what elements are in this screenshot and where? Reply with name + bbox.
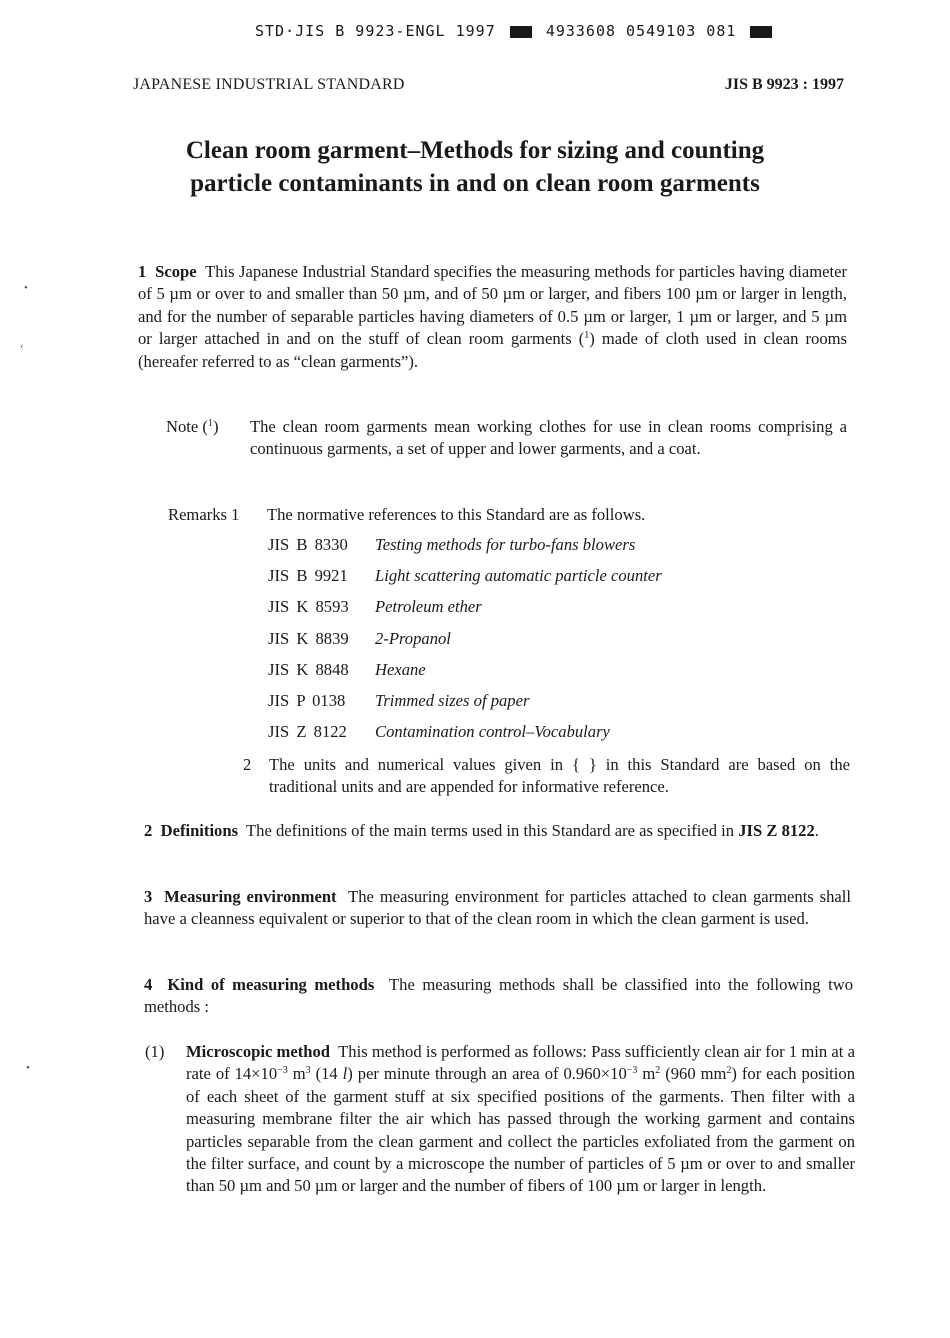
title-line-2: particle contaminants in and on clean room garments bbox=[190, 170, 760, 197]
remarks-intro: The normative references to this Standard are as follows. bbox=[267, 505, 646, 524]
scope-text: This Japanese Industrial Standard specifies the measuring methods for particles having diameter of 5 µm or over to and smaller than 50 µm, and of 50 µm or larger, and fibers 100 µm or larger in length, and for the number of separable particles having diameters of 0.5 µm or larger, 1 µm or larger, and 5 µm or larger attached in and on the stuff of clean room garments ( bbox=[138, 262, 848, 349]
footnote-ref: 1 bbox=[584, 330, 590, 342]
note-label-close: ) bbox=[212, 417, 219, 436]
method-number: (1) bbox=[145, 1042, 165, 1061]
note-label-text: Note ( bbox=[166, 417, 208, 436]
reference-title: Trimmed sizes of paper bbox=[375, 691, 530, 710]
standard-header-right: JIS B 9923 : 1997 bbox=[724, 76, 844, 93]
scan-block-mark bbox=[510, 26, 532, 38]
method-text: (14 bbox=[310, 1064, 343, 1084]
exponent: −3 bbox=[277, 1065, 288, 1077]
section-methods bbox=[144, 974, 853, 1019]
document-title bbox=[0, 134, 950, 200]
method-microscopic bbox=[186, 1041, 855, 1198]
scan-header bbox=[255, 22, 776, 40]
remarks-item-text: The units and numerical values given in { } in this Standard are based on the traditional units and are appended for informative reference. bbox=[269, 755, 850, 797]
method-text: This method is performed as follows: Pass sufficiently clean air for 1 min at a rate of 14×10 bbox=[186, 1042, 855, 1084]
scan-block-mark bbox=[750, 26, 772, 38]
exponent: 2 bbox=[726, 1065, 732, 1077]
title-line-1: Clean room garment–Methods for sizing and counting bbox=[185, 137, 765, 164]
method-text: ) for each position of each sheet of the garment stuff at six specified positions of the garments. Then filter with a measuring membrane filter the air which has passed through the working garment and contains particles separable from the clean garment and collect the particles exfoliated from the garment on the filter surface, and count by a microscope the number of particles of 5 µm or over to and smaller than 50 µm and 50 µm or larger and the number of fibers of 100 µm or larger in length. bbox=[186, 1064, 855, 1196]
scan-header-code: STD·JIS B 9923-ENGL 1997 bbox=[255, 22, 496, 40]
reference-title: Hexane bbox=[375, 660, 426, 679]
reference-code: JIS K 8593 bbox=[268, 597, 349, 616]
footnote-ref: 1 bbox=[207, 418, 213, 429]
definitions-text: The definitions of the main terms used in this Standard are as specified in bbox=[246, 821, 735, 840]
reference-title: Testing methods for turbo-fans blowers bbox=[375, 535, 636, 554]
section-environment bbox=[144, 886, 851, 931]
scan-speck: ‹ bbox=[20, 340, 24, 352]
remarks-label: Remarks 1 bbox=[168, 505, 240, 524]
method-text: m bbox=[637, 1064, 656, 1084]
exponent: −3 bbox=[626, 1065, 638, 1077]
section-heading: Definitions bbox=[160, 821, 239, 840]
section-heading: Scope bbox=[155, 262, 197, 281]
standard-header-left: JAPANESE INDUSTRIAL STANDARD bbox=[133, 76, 405, 93]
section-number: 3 bbox=[144, 887, 153, 906]
definitions-end: . bbox=[814, 821, 819, 840]
exponent: 2 bbox=[655, 1065, 661, 1077]
section-scope bbox=[138, 261, 847, 373]
method-text: ) per minute through an area of 0.960×10 bbox=[347, 1064, 627, 1084]
reference-title: Light scattering automatic particle counter bbox=[375, 566, 662, 585]
method-text: (960 mm bbox=[660, 1064, 727, 1084]
exponent: 3 bbox=[305, 1065, 311, 1077]
definitions-reference: JIS Z 8122 bbox=[738, 821, 815, 840]
reference-code: JIS Z 8122 bbox=[268, 722, 347, 741]
scan-header-numbers: 4933608 0549103 081 bbox=[545, 22, 737, 40]
reference-title: Contamination control–Vocabulary bbox=[375, 722, 610, 741]
method-text: m bbox=[287, 1064, 306, 1084]
section-number: 4 bbox=[144, 975, 153, 994]
section-heading: Kind of measuring methods bbox=[167, 975, 375, 994]
reference-code: JIS B 8330 bbox=[268, 535, 348, 554]
unit-litre: l bbox=[342, 1064, 348, 1084]
reference-title: 2-Propanol bbox=[375, 629, 451, 648]
section-definitions bbox=[144, 820, 851, 842]
environment-text: The measuring environment for particles attached to clean garments shall have a cleanness equivalent or superior to that of the clean room in which the clean garment is used. bbox=[144, 887, 852, 929]
reference-code: JIS P 0138 bbox=[268, 691, 346, 710]
reference-code: JIS K 8839 bbox=[268, 629, 349, 648]
section-number: 2 bbox=[144, 821, 153, 840]
scope-text-end: ) made of cloth used in clean rooms (hereafer referred to as “clean garments”). bbox=[138, 329, 848, 371]
remarks-item-number: 2 bbox=[243, 755, 252, 774]
section-heading: Measuring environment bbox=[164, 887, 337, 906]
scan-speck: • bbox=[24, 282, 28, 294]
note-label bbox=[166, 416, 218, 438]
note-text: The clean room garments mean working clothes for use in clean rooms comprising a continuous garments, a set of upper and lower garments, and a coat. bbox=[250, 417, 847, 459]
reference-title: Petroleum ether bbox=[375, 597, 482, 616]
method-heading: Microscopic method bbox=[186, 1042, 331, 1061]
scan-speck: • bbox=[26, 1062, 30, 1074]
section-number: 1 bbox=[138, 262, 147, 281]
reference-code: JIS K 8848 bbox=[268, 660, 349, 679]
methods-text: The measuring methods shall be classified into the following two methods : bbox=[144, 975, 854, 1017]
reference-code: JIS B 9921 bbox=[268, 566, 348, 585]
